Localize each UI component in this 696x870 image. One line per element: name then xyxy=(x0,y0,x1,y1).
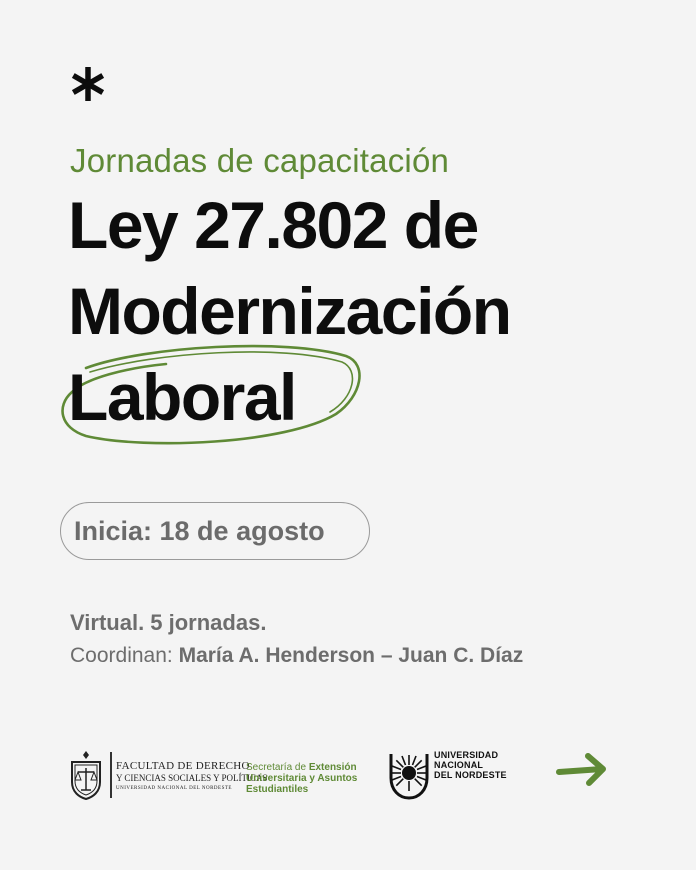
faculty-line-1: FACULTAD DE DERECHO xyxy=(116,760,250,772)
unne-sun-logo xyxy=(388,750,430,800)
asterisk-icon xyxy=(68,64,108,104)
title-line-3: Laboral xyxy=(68,360,296,434)
faculty-name xyxy=(116,760,268,791)
secretaria-line-1: Extensión xyxy=(308,762,357,773)
faculty-line-3: UNIVERSIDAD NACIONAL DEL NORDESTE xyxy=(116,786,232,791)
start-date-label: Inicia: 18 de agosto xyxy=(74,516,325,546)
arrow-right-icon xyxy=(556,752,608,788)
title-line-2: Modernización xyxy=(68,274,511,348)
logo-divider xyxy=(110,752,112,798)
unne-line-2: NACIONAL xyxy=(434,760,484,770)
unne-line-3: DEL NORDESTE xyxy=(434,770,507,780)
modality-text: Virtual. 5 jornadas. xyxy=(70,610,267,635)
coordinators-names: María A. Henderson – Juan C. Díaz xyxy=(178,644,524,667)
unne-line-1: UNIVERSIDAD xyxy=(434,750,499,760)
secretaria-name xyxy=(246,762,357,795)
start-date-badge xyxy=(60,502,370,560)
secretaria-line-3: Estudiantiles xyxy=(246,784,309,795)
footer-logos xyxy=(0,740,696,810)
kicker-subtitle: Jornadas de capacitación xyxy=(70,142,450,179)
coordinators-text xyxy=(70,644,523,668)
secretaria-prefix: Secretaría de xyxy=(246,762,307,773)
unne-name xyxy=(434,750,507,780)
faculty-line-2: Y CIENCIAS SOCIALES Y POLÍTICAS xyxy=(116,773,268,783)
faculty-shield-logo xyxy=(68,750,104,800)
title-line-1: Ley 27.802 de xyxy=(68,188,478,262)
coordinators-label: Coordinan: xyxy=(70,644,173,667)
secretaria-line-2: Universitaria y Asuntos xyxy=(246,773,358,784)
